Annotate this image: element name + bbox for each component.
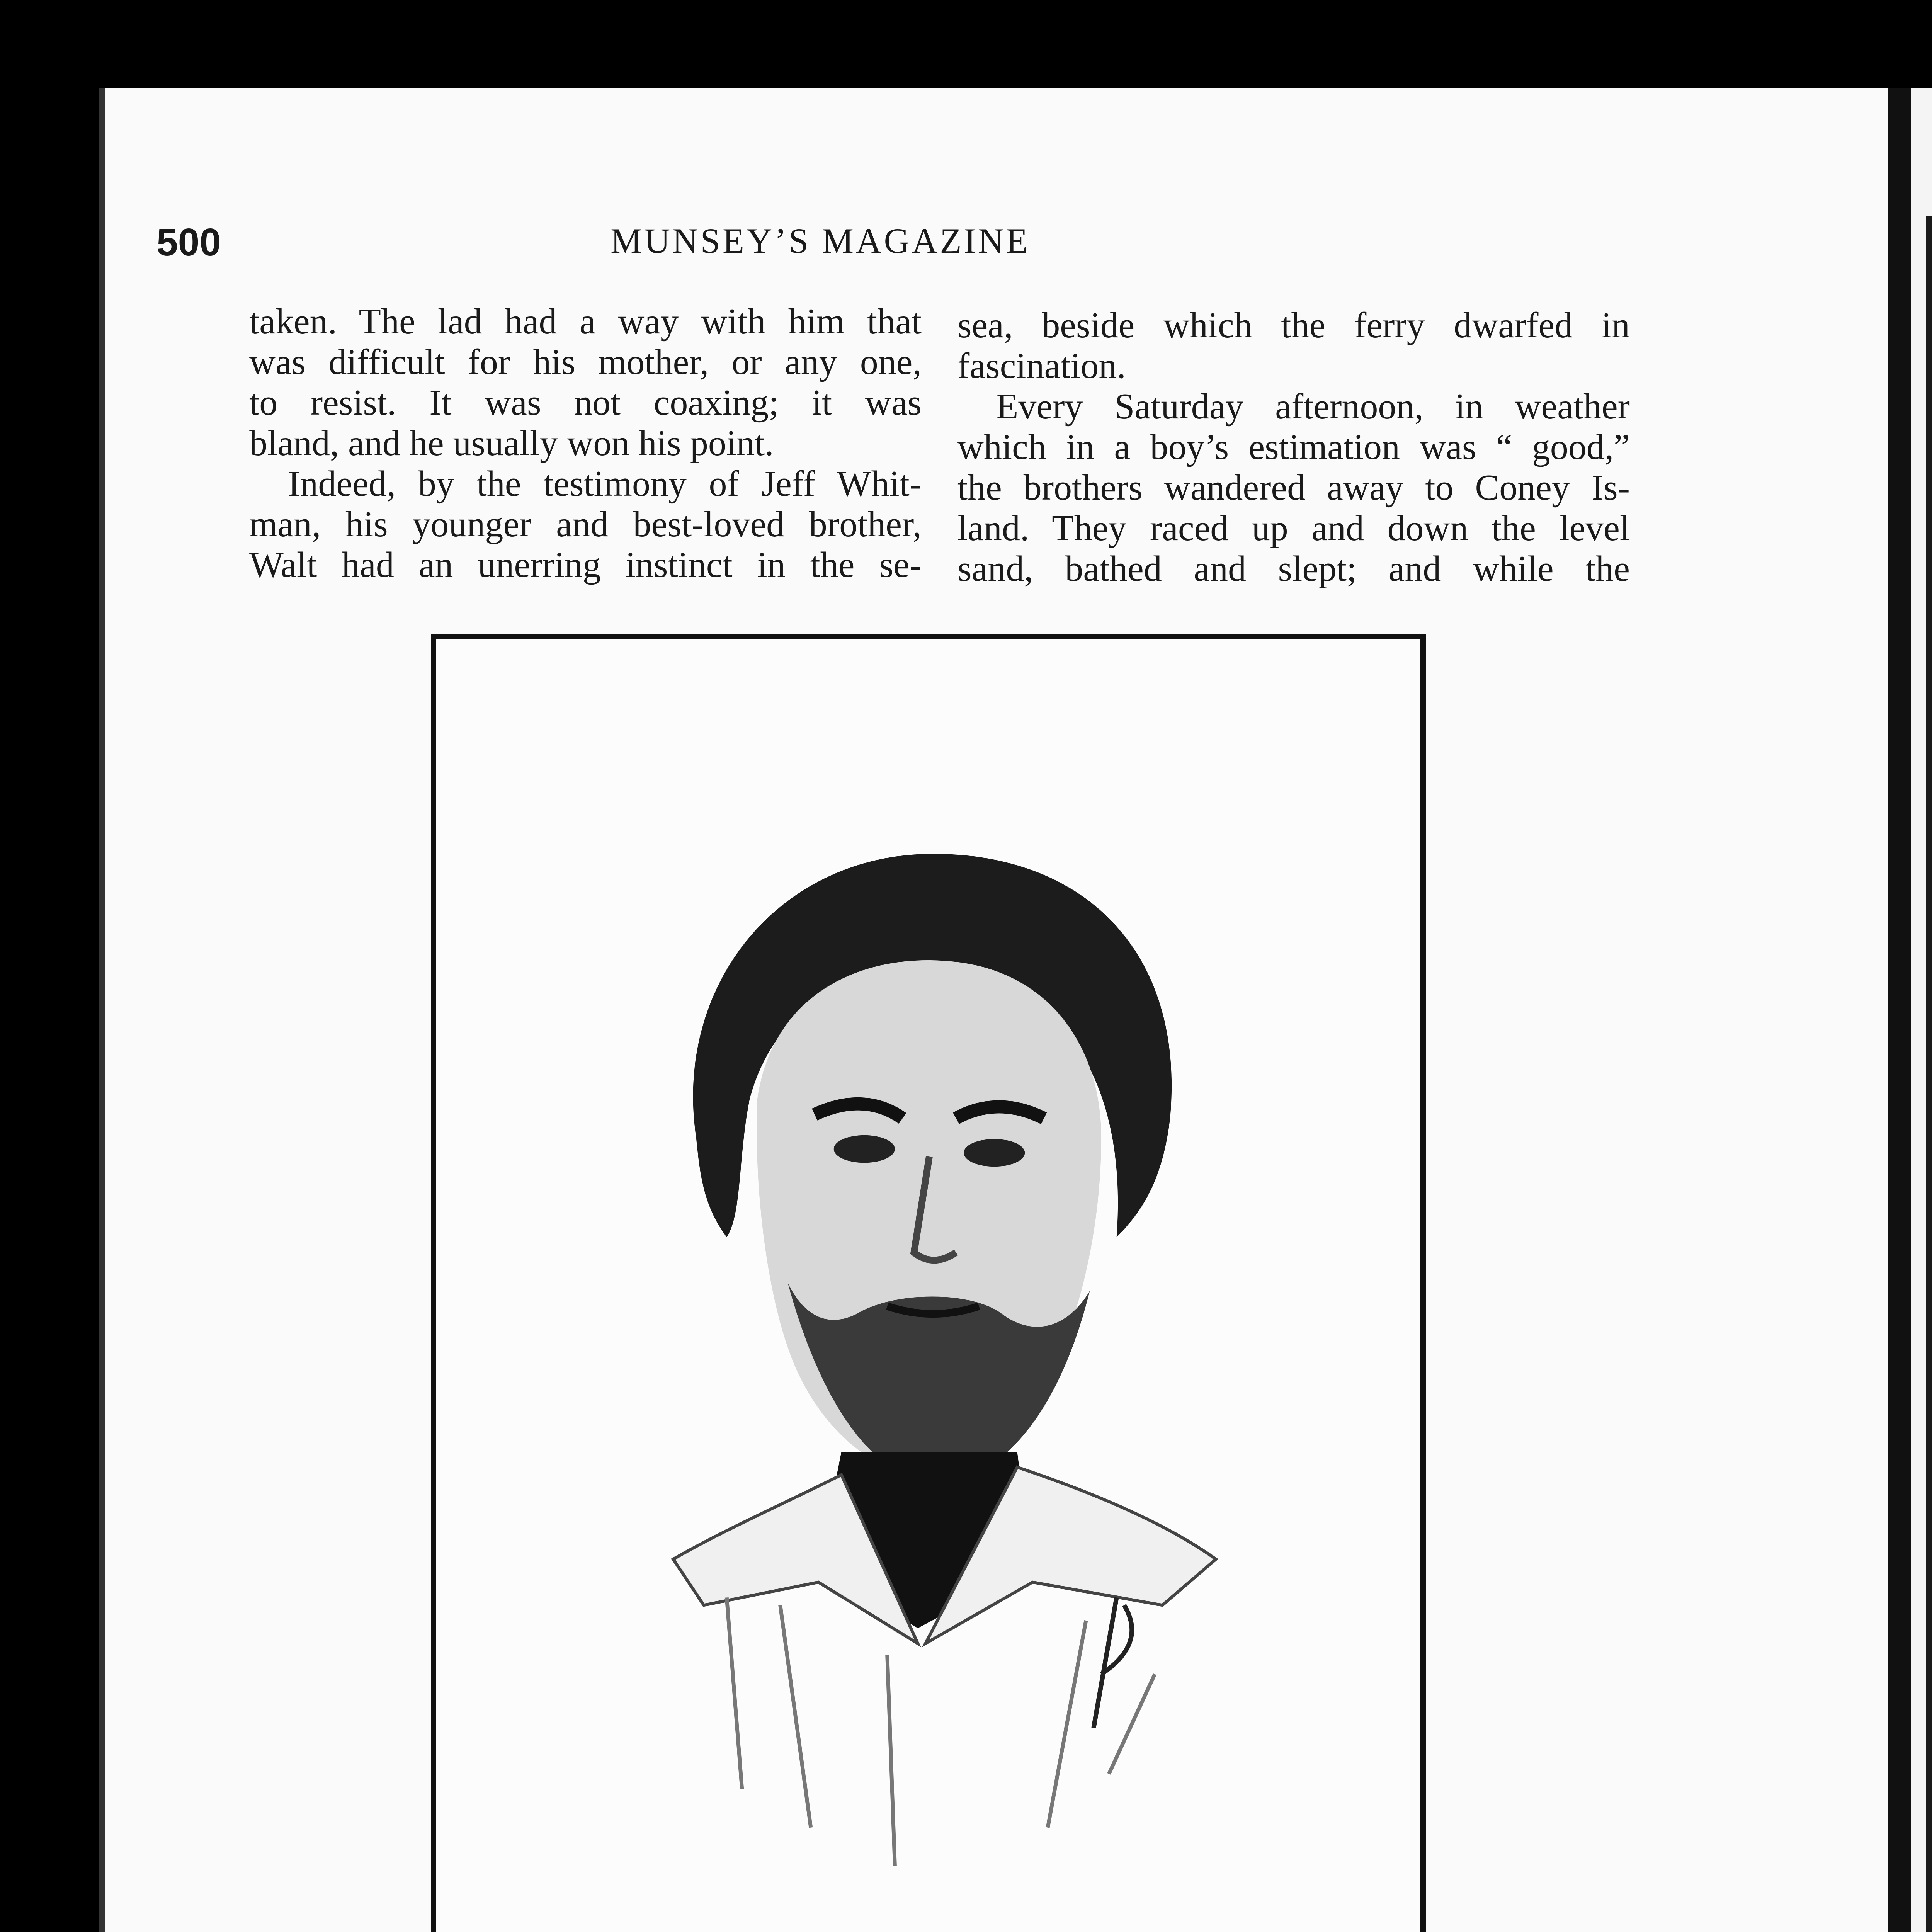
text-line: Walt had an unerring instinct in the se- xyxy=(249,545,922,585)
portrait-shirt-lines xyxy=(727,1597,1155,1866)
paragraph xyxy=(249,504,922,585)
portrait-right-eye xyxy=(964,1139,1025,1167)
paragraph xyxy=(249,301,922,464)
paragraph xyxy=(249,464,922,504)
text-line: was difficult for his mother, or any one, xyxy=(249,342,922,382)
portrait-left-eye xyxy=(834,1135,895,1163)
portrait-drawing xyxy=(436,639,1420,1932)
text-line: to resist. It was not coaxing; it was xyxy=(249,383,922,423)
text-line: which in a boy’s estimation was “ good,” xyxy=(957,427,1630,467)
paragraph xyxy=(957,305,1630,386)
text-line: Indeed, by the testimony of Jeff Whit- xyxy=(288,464,922,504)
portrait-illustration xyxy=(431,634,1426,1932)
portrait-signature-mark xyxy=(1094,1597,1132,1728)
text-line: sea, beside which the ferry dwarfed in xyxy=(957,305,1630,345)
text-line: fascination. xyxy=(957,346,1126,386)
text-line: the brothers wandered away to Coney Is- xyxy=(957,468,1630,508)
page-left-edge xyxy=(99,88,105,1932)
paragraph xyxy=(957,386,1630,427)
running-head: MUNSEY’S MAGAZINE xyxy=(611,221,1030,260)
text-line: sand, bathed and slept; and while the xyxy=(957,549,1630,589)
text-line: land. They raced up and down the level xyxy=(957,508,1630,548)
facing-page-edge-line xyxy=(1926,216,1932,1932)
text-line: taken. The lad had a way with him that xyxy=(249,301,922,342)
text-line: Every Saturday afternoon, in weather xyxy=(996,386,1630,427)
page-gutter-shadow xyxy=(1888,88,1911,1932)
paragraph xyxy=(957,427,1630,589)
top-right-column xyxy=(957,305,1630,589)
text-line: bland, and he usually won his point. xyxy=(249,423,774,463)
page-header xyxy=(0,220,1932,270)
text-line: man, his younger and best-loved brother, xyxy=(249,504,922,544)
top-left-column xyxy=(249,301,922,585)
page-number: 500 xyxy=(156,221,221,264)
